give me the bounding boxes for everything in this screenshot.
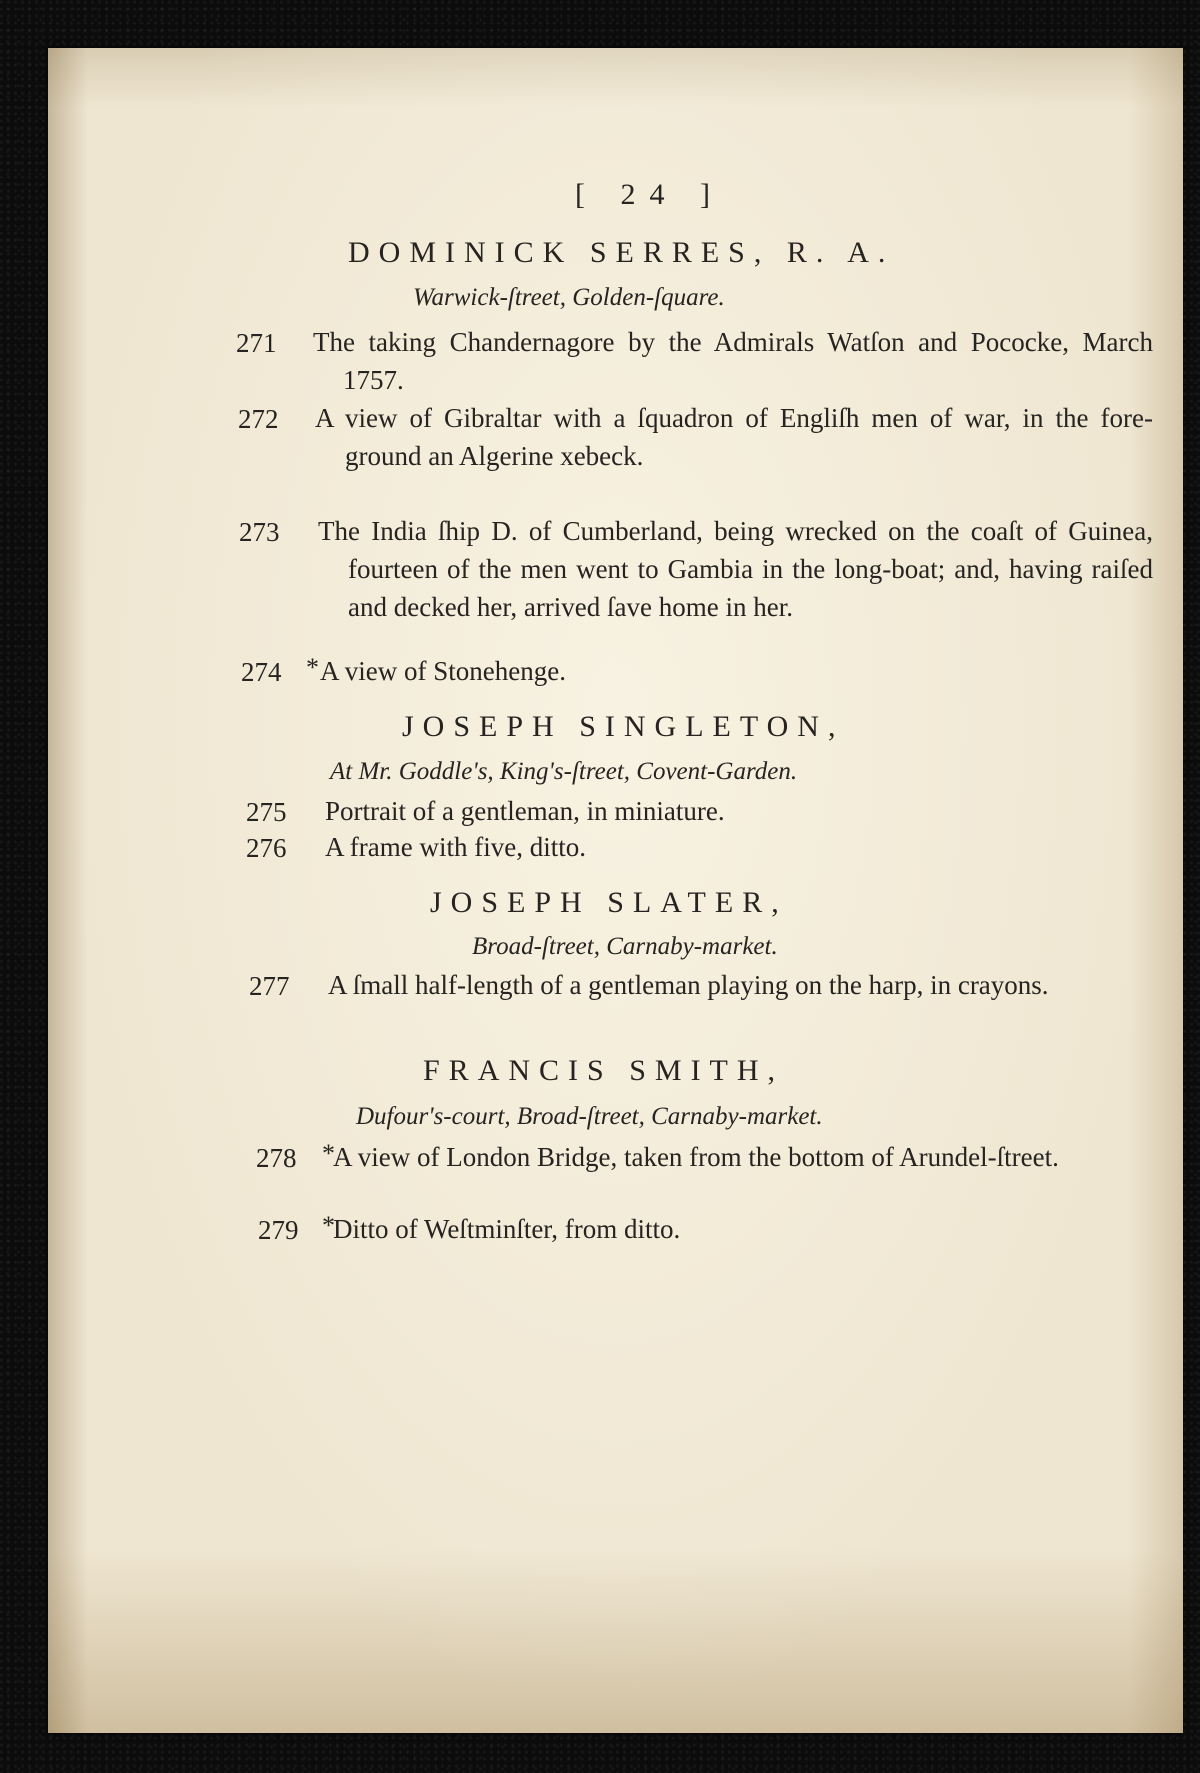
artist-address: Warwick-ſtreet, Golden-ſquare. (413, 284, 725, 311)
artist-name: JOSEPH SINGLETON, (402, 710, 845, 743)
entry-text: A frame with five, ditto. (325, 832, 586, 862)
artist-name: JOSEPH SLATER, (430, 886, 788, 919)
artist-address: Dufour's-court, Broad-ſtreet, Carnaby-market. (356, 1103, 823, 1130)
entry-text: A ſmall half-length of a gentleman playing on the harp, in crayons. (328, 970, 1049, 1000)
entry-text: A view of Stonehenge. (320, 656, 566, 686)
entry-number: 272 (238, 404, 279, 434)
artist-address: At Mr. Goddle's, King's-ſtreet, Covent-Garden. (330, 758, 798, 785)
entry-text: Portrait of a gentleman, in miniature. (325, 796, 725, 826)
entry-number: 277 (249, 971, 290, 1001)
entry-number: 276 (246, 833, 287, 863)
artist-name: FRANCIS SMITH, (423, 1054, 785, 1087)
entry-text: A view of London Bridge, taken from the bottom of Arundel-ſtreet. (333, 1142, 1059, 1172)
entry-number: 273 (239, 517, 280, 547)
entry-text: The taking Chandernagore by the Admirals Watſon and Pococke, March 1757. (313, 327, 1153, 395)
new-work-asterisk: * (306, 653, 319, 682)
entry-text: A view of Gibraltar with a ſquadron of Engliſh men of war, in the fore-ground an Algerine xebeck. (315, 403, 1153, 471)
page-number: [ 24 ] (575, 178, 724, 211)
entry-number: 275 (246, 797, 287, 827)
artist-address: Broad-ſtreet, Carnaby-market. (472, 933, 778, 960)
new-work-asterisk: * (322, 1211, 335, 1240)
new-work-asterisk: * (322, 1139, 335, 1168)
artist-name: DOMINICK SERRES, R. A. (348, 236, 895, 269)
entry-text: The India ſhip D. of Cumberland, being wrecked on the coaſt of Guinea, fourteen of the men went to Gambia in the long-boat; and, having raiſed and decked her, arrived ſave home in her. (318, 516, 1153, 622)
entry-number: 271 (236, 328, 277, 358)
catalogue-page (48, 48, 1183, 1733)
entry-number: 279 (258, 1215, 299, 1245)
entry-text: Ditto of Weſtminſter, from ditto. (333, 1214, 681, 1244)
entry-number: 274 (241, 657, 282, 687)
entry-number: 278 (256, 1143, 297, 1173)
